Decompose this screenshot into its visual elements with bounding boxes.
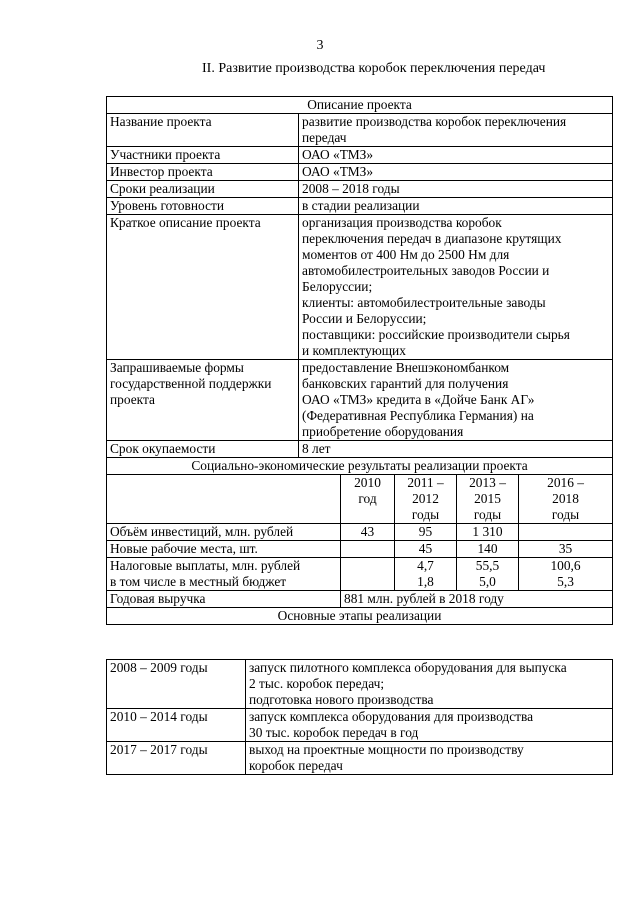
stage-text: запуск комплекса оборудования для производства 30 тыс. коробок передач в год <box>246 709 613 742</box>
periods-blank-cell <box>107 475 341 524</box>
results-row <box>107 524 613 541</box>
row-label: Краткое описание проекта <box>107 215 299 360</box>
table-row <box>107 181 613 198</box>
results-value: 43 <box>341 524 395 541</box>
stage-row <box>107 742 613 775</box>
row-label: Уровень готовности <box>107 198 299 215</box>
page-number: 3 <box>316 38 324 53</box>
revenue-value: 881 млн. рублей в 2018 году <box>341 591 613 608</box>
description-header: Описание проекта <box>107 97 613 114</box>
row-label: Запрашиваемые формы государственной поддержки проекта <box>107 360 299 441</box>
results-value: 1 310 <box>457 524 519 541</box>
row-value: организация производства коробок переключения передач в диапазоне крутящих моментов от 400 Нм до 2500 Нм для автомобилестроительных заводов России и Белоруссии; клиенты: автомобилестроительные заводы России и Белоруссии; поставщики: российские производители сырья и комплектующих <box>299 215 613 360</box>
results-label: Объём инвестиций, млн. рублей <box>107 524 341 541</box>
period-cell: 2010 год <box>341 475 395 524</box>
stage-row <box>107 709 613 742</box>
stages-header-row <box>107 608 613 625</box>
results-header: Социально-экономические результаты реализации проекта <box>107 458 613 475</box>
stage-row <box>107 660 613 709</box>
stage-period: 2008 – 2009 годы <box>107 660 246 709</box>
row-label: Сроки реализации <box>107 181 299 198</box>
results-header-row <box>107 458 613 475</box>
stages-header: Основные этапы реализации <box>107 608 613 625</box>
section-title: II. Развитие производства коробок переключения передач <box>202 61 546 76</box>
table-row <box>107 215 613 360</box>
results-row <box>107 558 613 591</box>
period-cell: 2016 – 2018 годы <box>519 475 613 524</box>
results-value: 4,7 1,8 <box>395 558 457 591</box>
results-value: 100,6 5,3 <box>519 558 613 591</box>
table-row <box>107 441 613 458</box>
periods-row <box>107 475 613 524</box>
results-value: 55,5 5,0 <box>457 558 519 591</box>
row-value: предоставление Внешэкономбанком банковских гарантий для получения ОАО «ТМЗ» кредита в «Дойче Банк АГ» (Федеративная Республика Германия) на приобретение оборудования <box>299 360 613 441</box>
stage-text: запуск пилотного комплекса оборудования для выпуска 2 тыс. коробок передач; подготовка нового производства <box>246 660 613 709</box>
table-row <box>107 198 613 215</box>
period-cell: 2013 – 2015 годы <box>457 475 519 524</box>
description-header-row <box>107 97 613 114</box>
row-value: 2008 – 2018 годы <box>299 181 613 198</box>
table-row <box>107 360 613 441</box>
results-value: 140 <box>457 541 519 558</box>
period-cell: 2011 – 2012 годы <box>395 475 457 524</box>
revenue-row <box>107 591 613 608</box>
results-value: 45 <box>395 541 457 558</box>
stage-period: 2010 – 2014 годы <box>107 709 246 742</box>
results-value: 95 <box>395 524 457 541</box>
stages-table <box>106 659 613 775</box>
results-value <box>341 558 395 591</box>
row-label: Инвестор проекта <box>107 164 299 181</box>
project-table <box>106 96 613 625</box>
table-row <box>107 147 613 164</box>
results-value: 35 <box>519 541 613 558</box>
results-value <box>519 524 613 541</box>
row-value: развитие производства коробок переключения передач <box>299 114 613 147</box>
row-label: Название проекта <box>107 114 299 147</box>
revenue-label: Годовая выручка <box>107 591 341 608</box>
results-label: Новые рабочие места, шт. <box>107 541 341 558</box>
table-row <box>107 164 613 181</box>
results-label: Налоговые выплаты, млн. рублей в том числе в местный бюджет <box>107 558 341 591</box>
table-row <box>107 114 613 147</box>
results-value <box>341 541 395 558</box>
row-label: Участники проекта <box>107 147 299 164</box>
stage-text: выход на проектные мощности по производству коробок передач <box>246 742 613 775</box>
row-value: ОАО «ТМЗ» <box>299 147 613 164</box>
row-label: Срок окупаемости <box>107 441 299 458</box>
stage-period: 2017 – 2017 годы <box>107 742 246 775</box>
results-row <box>107 541 613 558</box>
row-value: в стадии реализации <box>299 198 613 215</box>
row-value: ОАО «ТМЗ» <box>299 164 613 181</box>
row-value: 8 лет <box>299 441 613 458</box>
